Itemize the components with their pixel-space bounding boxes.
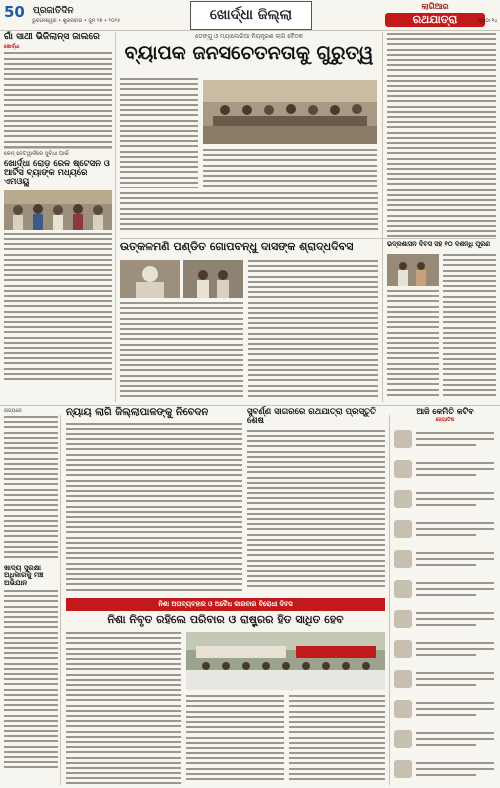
- story-body: [4, 233, 112, 383]
- story-byline: ଖୋର୍ଦ୍ଧା: [4, 44, 20, 51]
- newspaper-brand: ପ୍ରଜାତିଦିନ: [33, 6, 74, 16]
- rally-photo-image: [186, 632, 385, 690]
- page-number: ପୃଷ୍ଠା ୧୪: [478, 18, 498, 24]
- lead-photo: [203, 80, 377, 144]
- story-headline: ବ୍ୟାପକ ଜନସଚେତନତାକୁ ଗୁରୁତ୍ୱ: [124, 42, 374, 64]
- divider: [0, 405, 500, 406]
- story-left-mid: [4, 151, 112, 383]
- group-photo-image: [4, 190, 112, 230]
- rathayatra-badge: [385, 2, 485, 28]
- sidebar-byline: ଜ୍ୟୋତିଷ: [435, 417, 455, 424]
- story-lead: [120, 33, 378, 64]
- story-photo: [387, 254, 439, 286]
- sidebar-title: ଆଜି କେମିତି କଟିବ: [416, 407, 474, 416]
- district-title: ଖୋର୍ଦ୍ଧା ଜିଲ୍ଲା: [190, 1, 312, 30]
- story-continuation: [387, 33, 496, 238]
- meeting-photo-image: [203, 80, 377, 144]
- story-headline: ନ୍ୟାୟ ଲାଗି ଜିଲ୍ଲାପାଳଙ୍କୁ ନିବେଦନ: [66, 407, 209, 418]
- story-drug-day: [66, 598, 385, 626]
- story-body: [248, 260, 378, 400]
- story-photo: [120, 260, 180, 298]
- dateline: ଭୁବନେଶ୍ୱର • ଶୁକ୍ରବାର • ଜୁନ ୨୭ • ୨୦୨୫: [32, 18, 121, 24]
- story-photo: [4, 190, 112, 230]
- sidebar-horoscope: [394, 408, 496, 423]
- anniversary-logo: 50: [4, 3, 25, 21]
- horoscope-entries: [394, 428, 496, 784]
- column-rule: [60, 415, 61, 785]
- divider: [120, 238, 496, 239]
- story-headline: ଖାଦ୍ୟ ସୁରକ୍ଷା ଅଧିକାରକୁ ମଞ୍ଚ ଅଭିଯାନ: [4, 564, 44, 587]
- festival-line2: ରଥଯାତ୍ରା: [385, 13, 485, 27]
- horoscope-list: [394, 428, 496, 784]
- story-body: [66, 423, 242, 593]
- story-utkalmani: [120, 241, 378, 253]
- story-banner: ନିଶା ଅପବ୍ୟବହାର ଓ ଅବୈଧ କାରବାର ବିରୋଧୀ ଦିବସ: [66, 598, 385, 611]
- story-right-mid: [387, 241, 496, 248]
- story-headline: ଗାଁ ସାଥୀ ଭିଜିଲାନ୍ସ ଜାଲରେ: [4, 32, 100, 42]
- story-kicker: ଡେଙ୍ଗୁ ଓ ମ୍ୟାଲେରିଆ ନିୟନ୍ତ୍ରଣ ଲାଗି ବୈଠକ: [195, 33, 303, 40]
- masthead: [0, 0, 500, 31]
- story-body: [247, 430, 385, 590]
- story-body: [289, 695, 385, 784]
- story-headline: ଭଦ୍ରଶାସନ ଦିବସ ସହ ୧୦ ଦଶନ୍ଧି ପୂରଣ: [387, 240, 491, 248]
- tribute-photo-image: [120, 260, 180, 298]
- story-body: [443, 254, 496, 400]
- story-kicker: କେନ୍ ନେଟୱାର୍କରେ ସୁବିଧା ପାଇଁ: [4, 151, 69, 157]
- story-body: [66, 632, 181, 784]
- story-body: [203, 149, 377, 189]
- column-rule: [115, 32, 116, 402]
- festival-line1: ଲାଗିଆର: [421, 2, 449, 11]
- story-headline: ନିଶା ନିବୃତ ରହିଲେ ପରିବାର ଓ ରାଷ୍ଟ୍ରର ହିତ ସାଧିତ ହେବ: [107, 613, 344, 626]
- divider: [4, 148, 112, 149]
- column-rule: [389, 415, 390, 785]
- story-kicker: ରାଜ୍ୟରେ: [4, 408, 22, 414]
- column-rule: [382, 32, 383, 402]
- story-body: [120, 302, 243, 400]
- story-headline: ଖୋର୍ଦ୍ଧା ରୋଡ଼ ରେଳ ଷ୍ଟେସନ ଓ ଆର୍ଟିସ ବ୍ୟାଙ୍କ ମଧ୍ୟରେ ଏମଓୟୁ: [4, 159, 110, 187]
- story-body: [4, 52, 112, 150]
- story-justice: [66, 408, 242, 593]
- event-photo-image: [387, 254, 439, 286]
- story-body: [4, 590, 58, 775]
- story-bottom-left: [4, 408, 58, 775]
- story-body: [387, 290, 439, 400]
- story-photo: [183, 260, 243, 298]
- story-headline: ସୁବର୍ଣ୍ଣ ସାଗରରେ ରଥଯାତ୍ରା ପ୍ରସ୍ତୁତି ଶେଷ: [247, 407, 377, 426]
- story-body: [186, 695, 284, 784]
- story-headline: ଉତ୍କଳମଣି ପଣ୍ଡିତ ଗୋପବନ୍ଧୁ ଦାସଙ୍କ ଶ୍ରାଦ୍ଧଦିବସ: [120, 240, 354, 253]
- story-left-top: [4, 33, 112, 150]
- story-suvarna: [247, 408, 385, 590]
- story-photo: [186, 632, 385, 690]
- story-body: [4, 416, 58, 561]
- tribute-photo-image: [183, 260, 243, 298]
- story-body: [120, 78, 198, 188]
- story-body: [120, 192, 378, 234]
